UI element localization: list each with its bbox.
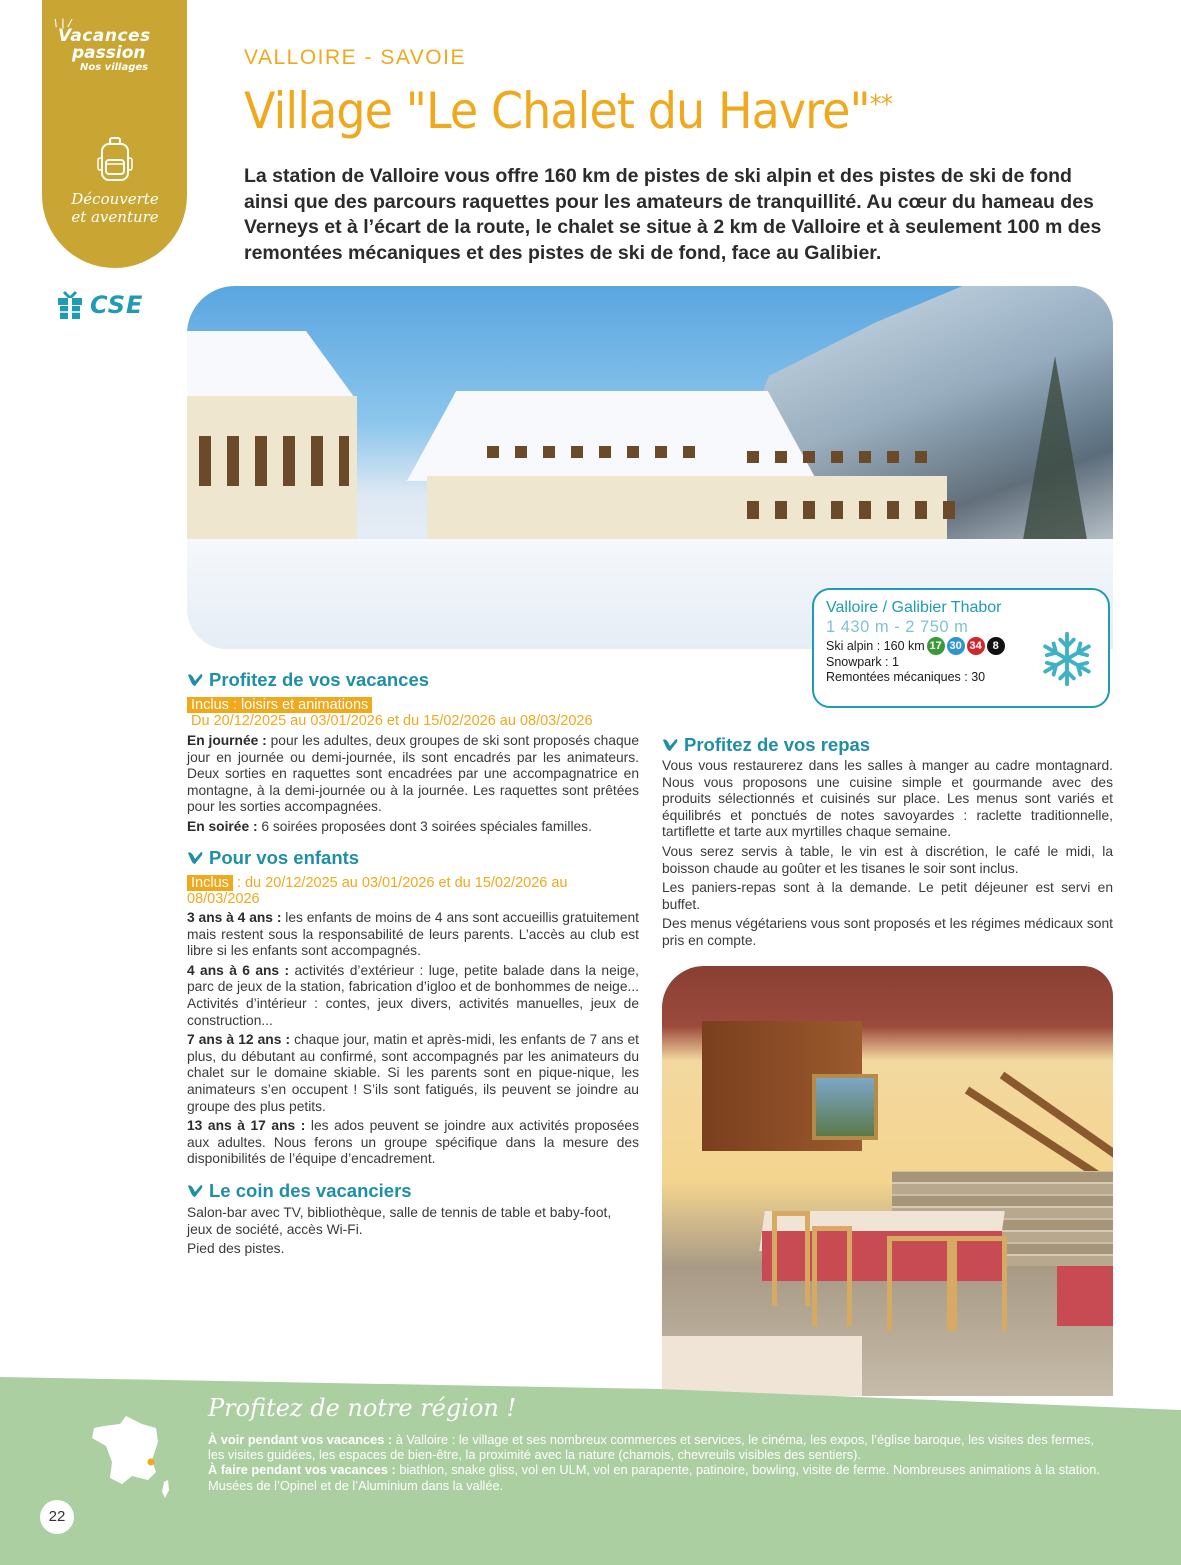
page-title bbox=[244, 76, 892, 146]
repas-paragraph: Vous vous restaurerez dans les salles à manger au cadre montagnard. Nous vous proposons une cuisine simple et gourmande avec des produits sélectionnés et cuisinés sur place. Les menus sont variés et équilibrés et ponctués de notes savoyardes : raclette traditionnelle, tartiflette et tarte aux myrtilles chaque semaine. bbox=[662, 758, 1113, 840]
altitude-range: 1 430 m - 2 750 m bbox=[826, 618, 969, 636]
location-subtitle: VALLOIRE - SAVOIE bbox=[244, 46, 466, 69]
sun-rays-icon: \ | / bbox=[54, 18, 72, 29]
day-label: En journée : bbox=[187, 733, 267, 748]
repas-paragraph: Vous serez servis à table, le vin est à discrétion, le café le midi, la boisson chaude au goûter et les tisanes le soir sont inclus. bbox=[662, 843, 1113, 876]
windows-upper-right bbox=[747, 451, 937, 463]
age-text: chaque jour, matin et après-midi, les enfants de 7 ans et plus, du débutant au confirmé, sont accompagnés par les animateurs du chalet sur le domaine skiable. Si les parents sont en pique-nique, les animateurs s’en occupent ! S’ils sont fatigués, ils peuvent se joindre au groupe des plus petits. bbox=[187, 1032, 639, 1114]
chair bbox=[952, 1236, 1007, 1331]
roof-left bbox=[187, 331, 357, 401]
coin-paragraph: Pied des pistes. bbox=[187, 1241, 285, 1257]
age-text: les enfants de moins de 4 ans sont accueillis gratuitement mais restent sous la responsabilité de leurs parents. L’accès au club est libre si les enfants sont accompagnés. bbox=[187, 910, 639, 959]
wall-picture bbox=[812, 1074, 878, 1140]
windows-left bbox=[199, 436, 349, 486]
section-heading-coin bbox=[187, 1180, 412, 1202]
chair bbox=[887, 1236, 952, 1331]
backpack-icon bbox=[97, 136, 133, 184]
star-rating: ** bbox=[869, 90, 892, 120]
heart-check-icon bbox=[187, 1184, 203, 1198]
day-text: pour les adultes, deux groupes de ski sont proposés chaque jour en journée ou demi-journée, ils sont encadrés par les animateurs. Deux sorties en raquettes sont encadrées par une accompagnatrice en montagne, à la demi-journée ou à la journée. Les raquettes sont prêtées pour les sorties accompagnées. bbox=[187, 733, 639, 815]
location-dot bbox=[148, 1459, 155, 1466]
section-title: Profitez de vos repas bbox=[684, 734, 871, 755]
windows-upper-center bbox=[487, 446, 707, 458]
vacances-text bbox=[187, 733, 639, 839]
repas-paragraph: Des menus végétariens vous sont proposés et les régimes médicaux sont pris en compte. bbox=[662, 916, 1113, 948]
age-label: 4 ans à 6 ans : bbox=[187, 962, 290, 978]
repas-text bbox=[662, 758, 1113, 953]
blue-piste-badge: 30 bbox=[947, 637, 965, 655]
age-text: activités d’extérieur : luge, petite balade dans la neige, parc de jeux de la station, fabrication d’igloo et de bonhommes de neige... Activités d’intérieur : contes, jeux divers, activités manuelles, jeux de construction... bbox=[187, 962, 639, 1028]
repas-paragraph: Les paniers-repas sont à la demande. Le petit déjeuner est servi en buffet. bbox=[662, 880, 1113, 912]
section-title: Pour vos enfants bbox=[209, 847, 360, 868]
coin-text bbox=[187, 1205, 639, 1261]
see-label: À voir pendant vos vacances : bbox=[208, 1432, 393, 1447]
section-heading-repas bbox=[662, 734, 870, 756]
theme-line-2: et aventure bbox=[71, 208, 159, 226]
snowflake-icon bbox=[1038, 630, 1096, 688]
section-heading-enfants bbox=[187, 847, 359, 869]
dining-room-photo bbox=[662, 966, 1113, 1396]
evening-label: En soirée : bbox=[187, 818, 258, 834]
green-piste-badge: 17 bbox=[927, 637, 945, 655]
black-piste-badge: 8 bbox=[987, 637, 1005, 655]
logo-line-3: Nos villages bbox=[80, 62, 149, 73]
vacances-passion-logo bbox=[54, 18, 178, 74]
ski-domain-box bbox=[812, 588, 1110, 708]
intro-paragraph: La station de Valloire vous offre 160 km de pistes de ski alpin et des pistes de ski de fond ainsi que des parcours raquettes pour les amateurs de tranquillité. Au cœur du hameau des Verneys et à l’écart de la route, le chalet se situe à 2 km de Valloire et à seulement 100 m des remontées mécaniques et des pistes de ski de fond, face au Galibier. bbox=[244, 165, 1102, 264]
age-group bbox=[187, 1032, 639, 1115]
enfants-text bbox=[187, 910, 639, 1171]
theme-line-1: Découverte bbox=[71, 190, 159, 208]
front-table bbox=[662, 1336, 862, 1396]
age-group bbox=[187, 963, 639, 1029]
age-group bbox=[187, 1118, 639, 1168]
cse-label: CSE bbox=[90, 291, 144, 319]
included-tag: Inclus : loisirs et animations bbox=[187, 697, 372, 713]
section-title: Le coin des vacanciers bbox=[209, 1180, 412, 1201]
enfants-dates-row bbox=[187, 875, 627, 907]
logo-line-2: passion bbox=[72, 43, 146, 63]
france-map-icon bbox=[86, 1412, 176, 1504]
coin-paragraph: Salon-bar avec TV, bibliothèque, salle de tennis de table et baby-foot, jeux de société, accès Wi-Fi. bbox=[187, 1205, 612, 1237]
evening-text: 6 soirées proposées dont 3 soirées spéciales familles. bbox=[257, 818, 592, 834]
village-name: Village "Le Chalet du Havre" bbox=[244, 82, 870, 140]
age-label: 7 ans à 12 ans : bbox=[187, 1032, 291, 1048]
theme-label bbox=[50, 190, 180, 226]
page-number: 22 bbox=[40, 1500, 74, 1534]
do-text: biathlon, snake gliss, vol en ULM, vol en parapente, patinoire, bowling, visite de ferme. Nombreuses animations à la station. Musées de l’Opinel et de l’Aluminium dans la vallée. bbox=[208, 1462, 1100, 1493]
section-title: Profitez de vos vacances bbox=[209, 669, 430, 690]
footer-text bbox=[208, 1432, 1113, 1493]
age-label: 3 ans à 4 ans : bbox=[187, 910, 282, 925]
section-heading-vacances bbox=[187, 669, 429, 691]
do-label: À faire pendant vos vacances : bbox=[208, 1462, 396, 1478]
chair bbox=[772, 1211, 810, 1306]
heart-check-icon bbox=[662, 738, 678, 752]
age-label: 13 ans à 17 ans : bbox=[187, 1118, 306, 1134]
heart-check-icon bbox=[187, 851, 203, 865]
chair bbox=[812, 1226, 852, 1326]
ski-alpin-label: Ski alpin : 160 km bbox=[826, 638, 925, 653]
red-piste-badge: 34 bbox=[967, 637, 985, 655]
resort-name: Valloire / Galibier Thabor bbox=[826, 599, 1002, 616]
cse-badge bbox=[56, 290, 143, 320]
snowpark-count: Snowpark : 1 bbox=[826, 655, 899, 669]
logo-line-1: Vacances bbox=[58, 26, 151, 46]
heart-check-icon bbox=[187, 673, 203, 687]
gift-icon bbox=[56, 290, 84, 320]
see-text: à Valloire : le village et ses nombreux commerces et services, le cinéma, les expos, l’église baroque, les visites des fermes, les visites guidées, les espaces de bien-être, la proximité avec la nature (chamois, chevreuils visibles des sentiers). bbox=[208, 1432, 1094, 1463]
age-text: les ados peuvent se joindre aux activités proposées aux adultes. Nous ferons un groupe spécifique dans la mesure des disponibilités de l’équipe d’encadrement. bbox=[187, 1118, 639, 1167]
age-group bbox=[187, 910, 639, 960]
balcony-windows bbox=[747, 501, 957, 519]
footer-title: Profitez de notre région ! bbox=[208, 1394, 517, 1422]
vacances-dates: Du 20/12/2025 au 03/01/2026 et du 15/02/2026 au 08/03/2026 bbox=[191, 713, 593, 729]
lifts-count: Remontées mécaniques : 30 bbox=[826, 669, 986, 684]
included-tag-row bbox=[187, 697, 372, 713]
enfants-dates: : du 20/12/2025 au 03/01/2026 et du 15/02/2026 au 08/03/2026 bbox=[187, 875, 568, 907]
red-tablecloth bbox=[1057, 1266, 1113, 1326]
included-tag: Inclus bbox=[187, 875, 233, 891]
roof-center bbox=[407, 391, 817, 481]
